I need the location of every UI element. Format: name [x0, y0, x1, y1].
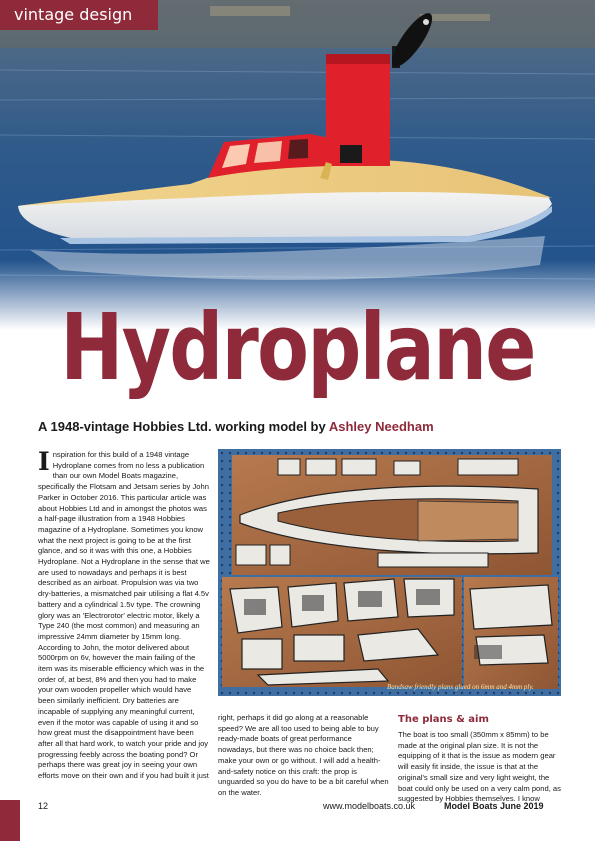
author-name: Ashley Needham: [328, 419, 434, 434]
footer-magazine-issue: Model Boats June 2019: [444, 801, 544, 811]
photo-caption: Bandsaw friendly plans glued on 6mm and 4mm ply.: [387, 683, 534, 691]
footer-url: www.modelboats.co.uk: [323, 801, 416, 811]
page-number: 12: [38, 801, 49, 811]
footer-accent-bar: [0, 800, 20, 841]
hero-photo: [0, 0, 595, 330]
article-text-1: nspiration for this build of a 1948 vintage Hydroplane comes from no less a publication than our own Model Boats magazine, specifically the Flotsam and Jetsam series by John Parker in October 2016. This particular article was about Hobbies Ltd and in amongst the photos was a half-page illustration from a 1948 Hobbies magazine of a Hydroplane. Sometimes you know what the next project is going to be at the first glance, and so it was with this one, a Hobbies Hydroplane. Not a Hydroplane in the sense that we are used to nowadays and perhaps it is best described as an airboat. Propulsion was via two dry-batteries, a mismatched pair utilising a flat 4.5v battery and a cylindrical 1.5v type. The crowning glory was an 'Electrorotor' electric motor, likely a Type 240 (the most common) and measuring an impressive 24mm diameter by 15mm long. According to John, the motor delivered about 5000rpm on 6v, however the main failing of the item was its miserable efficiency which was in the order of, at best, 8% and then you had to make your own wooden propeller which would have been similarly inefficient. Dry batteries are incapable of supplying any meaningful current, even if the motor was capable of using it and so how great must the disappointment have been after all that hard work, to watch your pride and joy progressing feebly across the boating pond? Or perhaps there was great joy in seeing your own efforts move on their own and if you had built it just: [38, 450, 210, 781]
article-text-2: right, perhaps it did go along at a reasonable speed? We are all too used to being able to buy ready-made boats of great performance nowadays, but there was no choice back then; make your own or go without. I will add a health-and-safety notice on this craft: the prop is unguarded so you do have to be a bit careful when on the water.: [218, 713, 389, 797]
plans-image: [218, 449, 561, 696]
subheading: [38, 419, 578, 434]
drop-cap: I: [38, 447, 50, 476]
article-column-3: [398, 714, 561, 805]
article-column-1: [38, 447, 210, 782]
plans-photo: [218, 449, 561, 696]
article-column-2: [218, 713, 390, 799]
page-title: Hydroplane: [60, 294, 535, 401]
section-tag: vintage design: [0, 0, 158, 30]
article-text-3: The boat is too small (350mm x 85mm) to be made at the original plan size. It is not the equipping of it that is the issue as modern gear will easily fit inside, the issue is that at the original's small size and very light weight, the boat could only be used on a very calm pond, as suggested by Hobbies themselves. I know: [398, 730, 561, 804]
boat-photo: [0, 0, 595, 330]
section-heading-plans: The plans & aim: [398, 714, 489, 725]
subheading-text: A 1948-vintage Hobbies Ltd. working model by: [38, 419, 326, 434]
